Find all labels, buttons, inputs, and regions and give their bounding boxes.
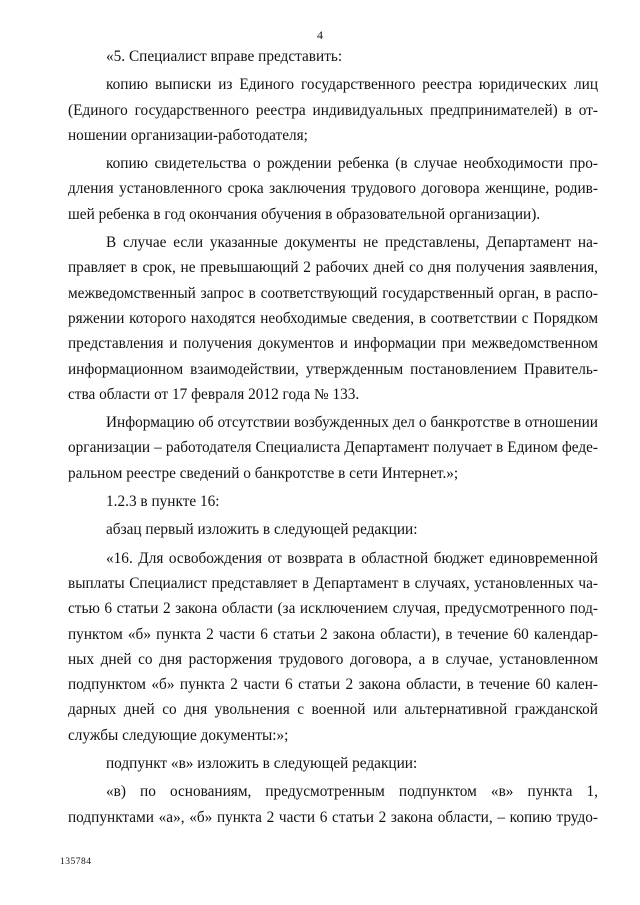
text-line: стью 6 статьи 2 закона области (за исключением случая, предусмотренного под- (68, 600, 598, 618)
text-line: дарных дней со дня увольнения с военной или альтернативной гражданской (68, 701, 598, 719)
text-line: информационном взаимодействии, утвержденным постановлением Правитель- (68, 360, 598, 378)
text-line: 1.2.3 в пункте 16: (106, 493, 220, 511)
text-line: дления установленного срока заключения трудового договора женщине, родив- (68, 180, 598, 198)
text-line: ства области от 17 февраля 2012 года № 133. (68, 385, 360, 403)
text-line: В случае если указанные документы не представлены, Департамент на- (106, 234, 598, 252)
text-line: подпункт «в» изложить в следующей редакции: (106, 755, 418, 773)
text-line: «5. Специалист вправе представить: (106, 48, 343, 65)
text-line: ных дней со дня расторжения трудового договора, а в случае, установленном (68, 650, 598, 668)
text-line: пунктом «б» пункта 2 части 6 статьи 2 закона области), в течение 60 календар- (68, 625, 598, 643)
text-line: «16. Для освобождения от возврата в областной бюджет единовременной (106, 549, 598, 567)
text-line: ральном реестре сведений о банкротстве в сети Интернет.»; (68, 464, 459, 482)
document-body (68, 44, 598, 830)
text-line: подпунктами «а», «б» пункта 2 части 6 статьи 2 закона области, – копию трудо- (68, 808, 598, 826)
text-line: Информацию об отсутствии возбужденных дел о банкротстве в отношении (106, 414, 598, 432)
text-line: службы следующие документы:»; (68, 726, 289, 744)
text-line: подпунктом «б» пункта 2 части 6 статьи 2 закона области, в течение 60 кален- (68, 676, 598, 694)
text-line: выплаты Специалист представляет в Департамент в случаях, установленных ча- (68, 574, 598, 592)
text-line: правляет в срок, не превышающий 2 рабочих дней со дня получения заявления, (68, 259, 598, 277)
text-line: организации – работодателя Специалиста Департамент получает в Едином феде- (68, 439, 598, 457)
text-line: «в) по основаниям, предусмотренным подпунктом «в» пункта 1, (106, 783, 598, 801)
text-line: ряжении которого находятся необходимые сведения, в соответствии с Порядком (68, 309, 598, 327)
page-number: 4 (317, 28, 323, 42)
text-line: межведомственный запрос в соответствующий государственный орган, в распо- (68, 284, 598, 302)
text-line: (Единого государственного реестра индивидуальных предпринимателей) в от- (68, 101, 598, 119)
text-line: копию свидетельства о рождении ребенка (в случае необходимости про- (106, 155, 598, 173)
document-code: 135784 (60, 857, 92, 867)
text-line: шей ребенка в год окончания обучения в образовательной организации). (68, 205, 541, 223)
text-line: представления и получения документов и информации при межведомственном (68, 335, 598, 353)
text-line: абзац первый изложить в следующей редакции: (106, 521, 418, 539)
text-line: копию выписки из Единого государственного реестра юридических лиц (106, 76, 598, 94)
text-line: ношении организации-работодателя; (68, 126, 308, 144)
